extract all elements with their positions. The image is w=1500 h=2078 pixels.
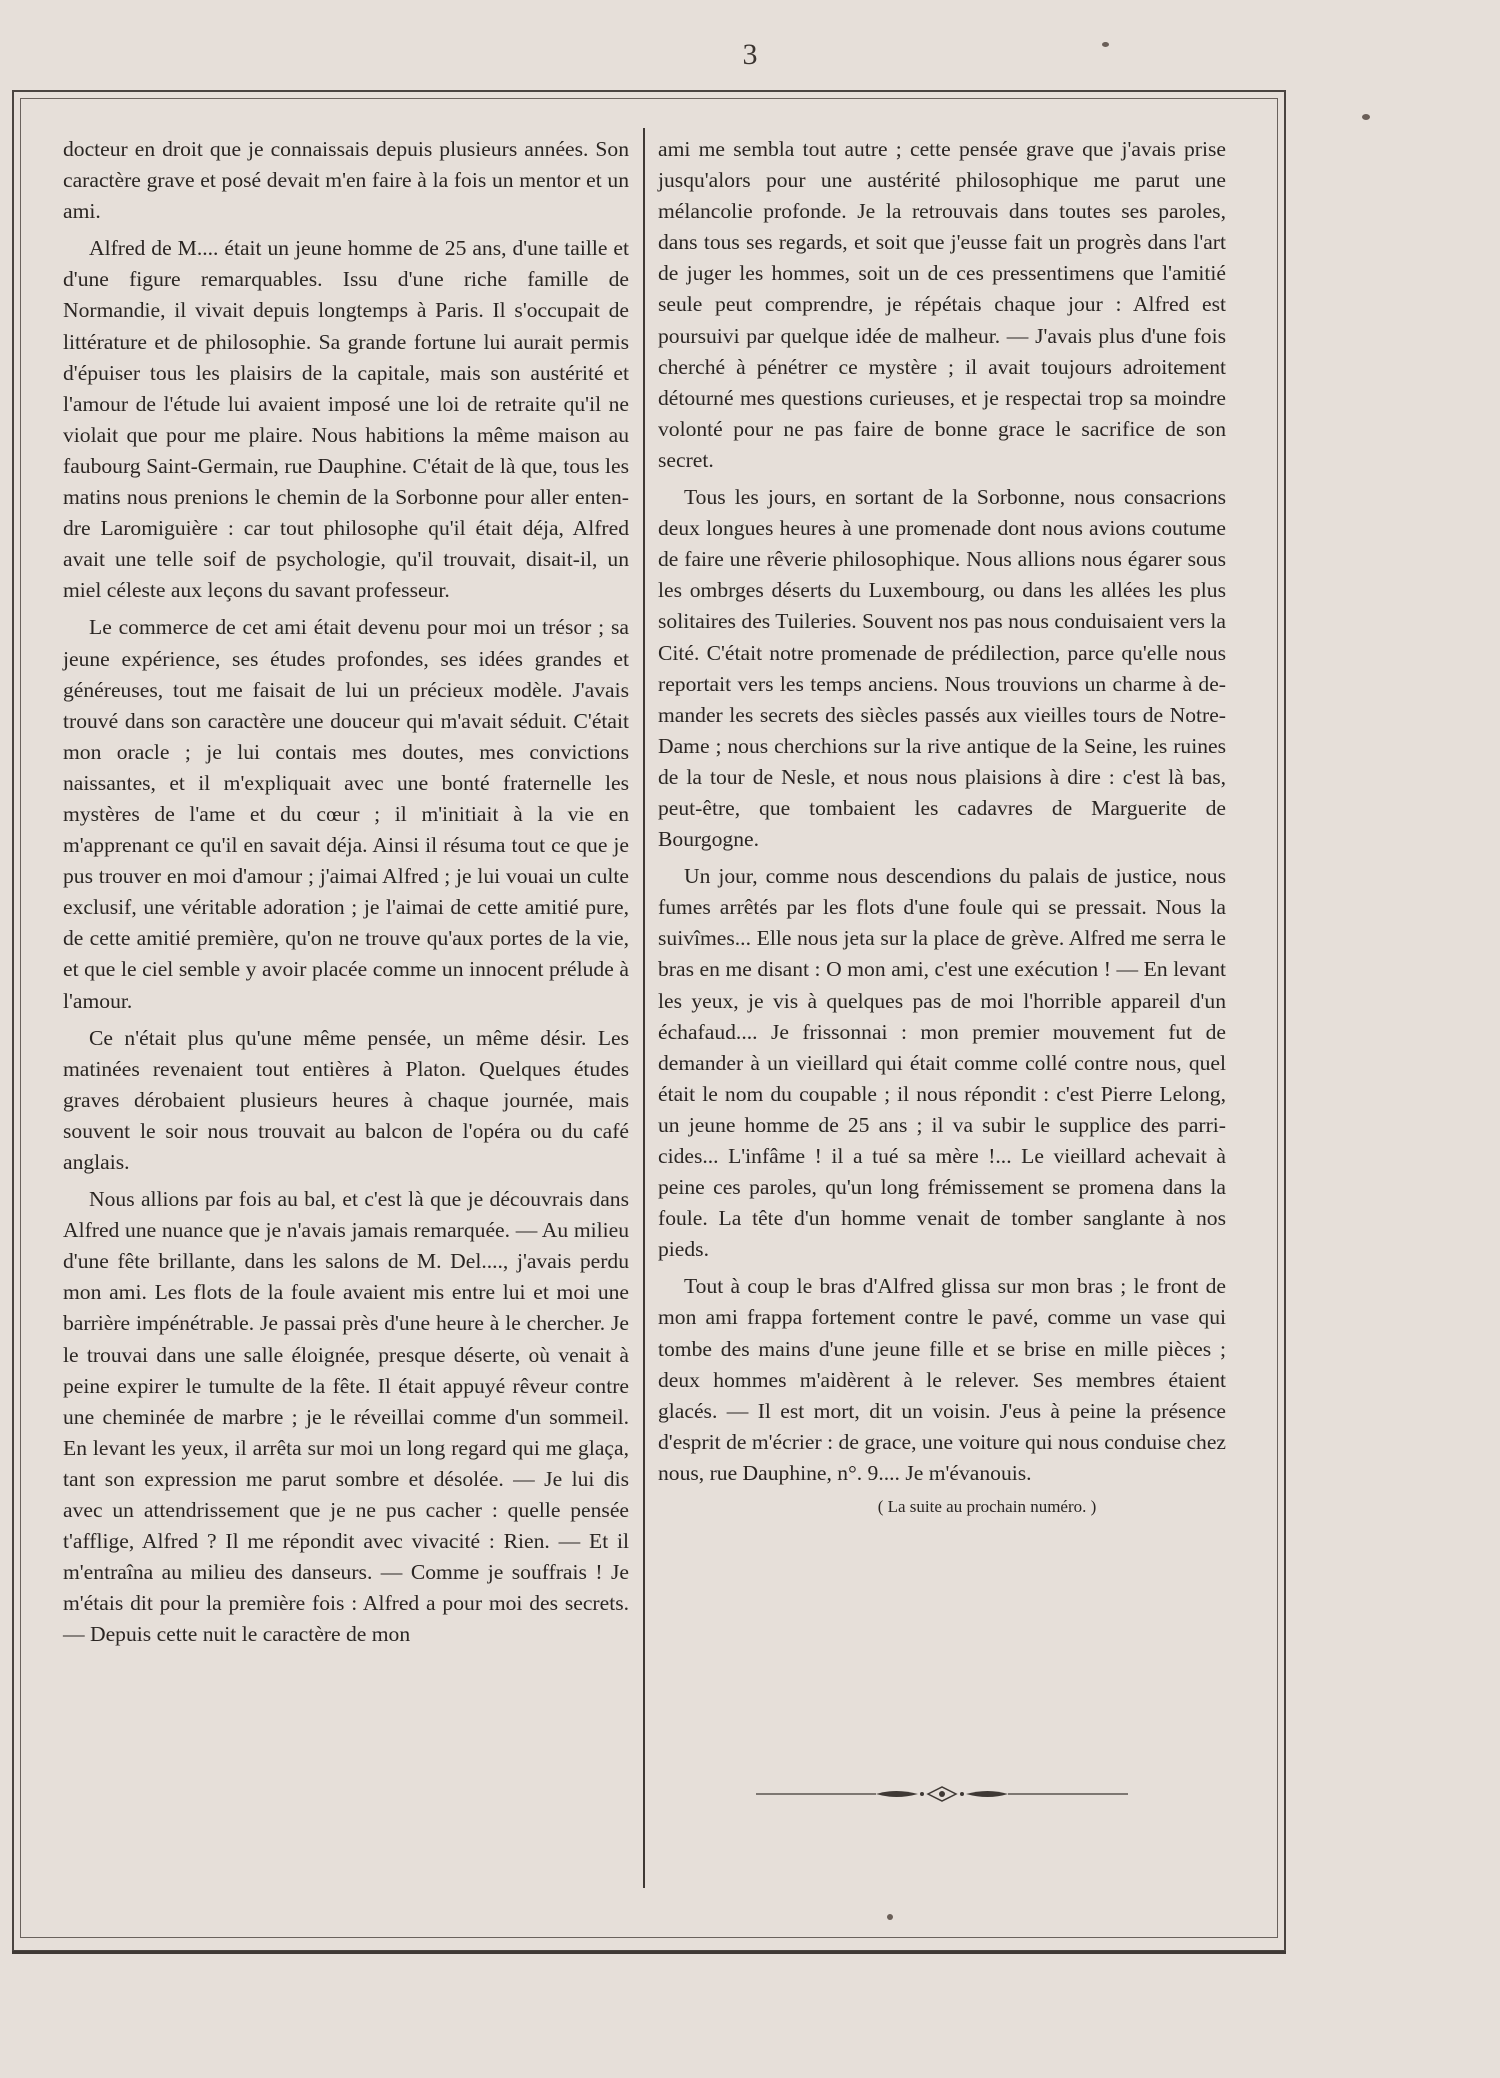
page-number: 3: [742, 38, 758, 71]
ink-spot: [887, 1914, 893, 1920]
continuation-note: ( La suite au prochain numéro. ): [877, 1497, 1097, 1517]
paragraph: Un jour, comme nous descendions du palais de justice, nous fumes arrêtés par les flots d'une foule qui se pressait. Nous la suivîmes... Elle nous jeta sur la place de grève. Alfred me serra le bras en me disant : O mon ami, c'est une exécution ! — En levant les yeux, je vis à quelques pas de moi l'horrible appareil d'un échafaud.... Je frissonnai : mon premier mouvement fut de demander à un vieillard qui était comme collé contre nous, quel était le nom du coupable ; il nous répondit : c'est Pierre Lelong, un jeune homme de 25 ans ; il va subir le supplice des parricides... L'infâme ! il a tué sa mère !... Le vieillard achevait à peine ces paroles, qu'un long frémissement se promena dans la foule. La tête d'un homme venait de tomber sanglante à nos pieds.: [658, 864, 1226, 1262]
left-column: [63, 134, 629, 1651]
paragraph: Tout à coup le bras d'Alfred glissa sur mon bras ; le front de mon ami frappa fortement contre le pavé, comme un vase qui tombe des mains d'une jeune fille et se brise en mille pièces ; deux hommes m'aidèrent à le relever. Ses membres étaient glacés. — Il est mort, dit un voisin. J'eus à peine la présence d'esprit de m'écrier : de grace, une voiture qui nous conduise chez nous, rue Dauphine, n°. 9.... Je m'évanouis.: [658, 1274, 1226, 1485]
column-divider: [643, 128, 645, 1888]
paragraph: ami me sembla tout autre ; cette pensée grave que j'avais prise jusqu'alors pour une austérité philosophique me parut une mélancolie profonde. Je la retrouvais dans toutes ses paroles, dans tous ses regards, et soit que j'eusse fait un progrès dans l'art de juger les hommes, soit un de ces pressentimens que l'amitié seule peut comprendre, je répétais chaque jour : Alfred est poursuivi par quelque idée de malheur. — J'avais plus d'une fois cherché à pénétrer ce mystère ; il avait toujours adroitement détourné mes questions curieuses, et je respectai trop sa moindre volonté pour ne pas faire de bonne grace le sacrifice de son secret.: [658, 137, 1226, 472]
right-column: [658, 134, 1226, 1522]
ink-spot: [1102, 42, 1109, 47]
paragraph: Le commerce de cet ami était devenu pour moi un trésor ; sa jeune expérience, ses études profondes, ses idées grandes et généreuses, tout me faisait de lui un précieux modèle. J'avais trouvé dans son caractère une douceur qui m'avait séduit. C'était mon oracle ; je lui contais mes doutes, mes convictions naissantes, et il m'expliquait avec une bonté fraternelle les mystères de l'ame et du cœur ; il m'initiait à la vie en m'apprenant ce qu'il en savait déja. Ainsi il résuma tout ce que je pus trouver en moi d'amour ; j'aimai Alfred ; je lui vouai un culte exclusif, une véritable adoration ; je l'aimai de cette amitié pure, de cette amitié première, qu'on ne trouve qu'aux portes de la vie, et que le ciel semble y avoir placée comme un innocent prélude à l'amour.: [63, 615, 629, 1013]
paragraph: Ce n'était plus qu'une même pensée, un même désir. Les matinées revenaient tout entières à Platon. Quelques études graves dérobaient plusieurs heures à chaque journée, mais souvent le soir nous trouvait au balcon de l'opéra ou du café anglais.: [63, 1025, 629, 1174]
ornamental-rule: [756, 1784, 1128, 1804]
paragraph: Alfred de M.... était un jeune homme de 25 ans, d'une taille et d'une figure remarquables. Issu d'une riche famille de Normandie, il vivait depuis longtemps à Paris. Il s'occupait de littérature et de philosophie. Sa grande fortune lui aurait permis d'épuiser tous les plaisirs de la capitale, mais son austérité et l'amour de l'étude lui avaient imposé une loi de retraite qu'il ne violait que pour me plaire. Nous habitions la même maison au faubourg Saint-Germain, rue Dauphine. C'était de là que, tous les matins nous prenions le chemin de la Sorbonne pour aller entendre Laromiguière : car tout philosophe qu'il était déja, Alfred avait une telle soif de psychologie, qu'il trouvait, disait-il, un miel céleste aux leçons du savant professeur.: [63, 236, 629, 603]
paragraph: docteur en droit que je connaissais depuis plusieurs années. Son caractère grave et posé devait m'en faire à la fois un mentor et un ami.: [63, 137, 629, 224]
ink-spot: [1362, 114, 1370, 120]
paragraph: Nous allions par fois au bal, et c'est là que je découvrais dans Alfred une nuance que je n'avais jamais remarquée. — Au milieu d'une fête brillante, dans les salons de M. Del...., j'avais perdu mon ami. Les flots de la foule avaient mis entre lui et moi une barrière impénétrable. Je passai près d'une heure à le chercher. Je le trouvai dans une salle éloignée, presque déserte, où venait à peine expirer le tumulte de la fête. Il était appuyé rêveur contre une cheminée de marbre ; je le réveillai comme d'un sommeil. En levant les yeux, il arrêta sur moi un long regard qui me glaça, tant son expression me parut sombre et désolée. — Je lui dis avec un attendrissement que je ne pus cacher : quelle pensée t'afflige, Alfred ? Il me répondit avec vivacité : Rien. — Et il m'entraîna au milieu des danseurs. — Comme je souffrais ! Je m'étais dit pour la première fois : Alfred a pour moi des secrets. — Depuis cette nuit le caractère de mon: [63, 1187, 629, 1647]
paragraph: Tous les jours, en sortant de la Sorbonne, nous consacrions deux longues heures à une promenade dont nous avions coutume de faire une rêverie philosophique. Nous allions nous égarer sous les ombrges déserts du Luxembourg, ou dans les allées les plus solitaires des Tuileries. Souvent nos pas nous conduisaient vers la Cité. C'était notre promenade de prédilection, parce qu'elle nous reportait vers les temps anciens. Nous trouvions un charme à demander les secrets des siècles passés aux vieilles tours de Notre-Dame ; nous cherchions sur la rive antique de la Seine, les ruines de la tour de Nesle, et nous nous plaisions à dire : c'est là bas, peut-être, que tombaient les cadavres de Marguerite de Bourgogne.: [658, 485, 1226, 852]
bottom-rule: [12, 1951, 1286, 1954]
